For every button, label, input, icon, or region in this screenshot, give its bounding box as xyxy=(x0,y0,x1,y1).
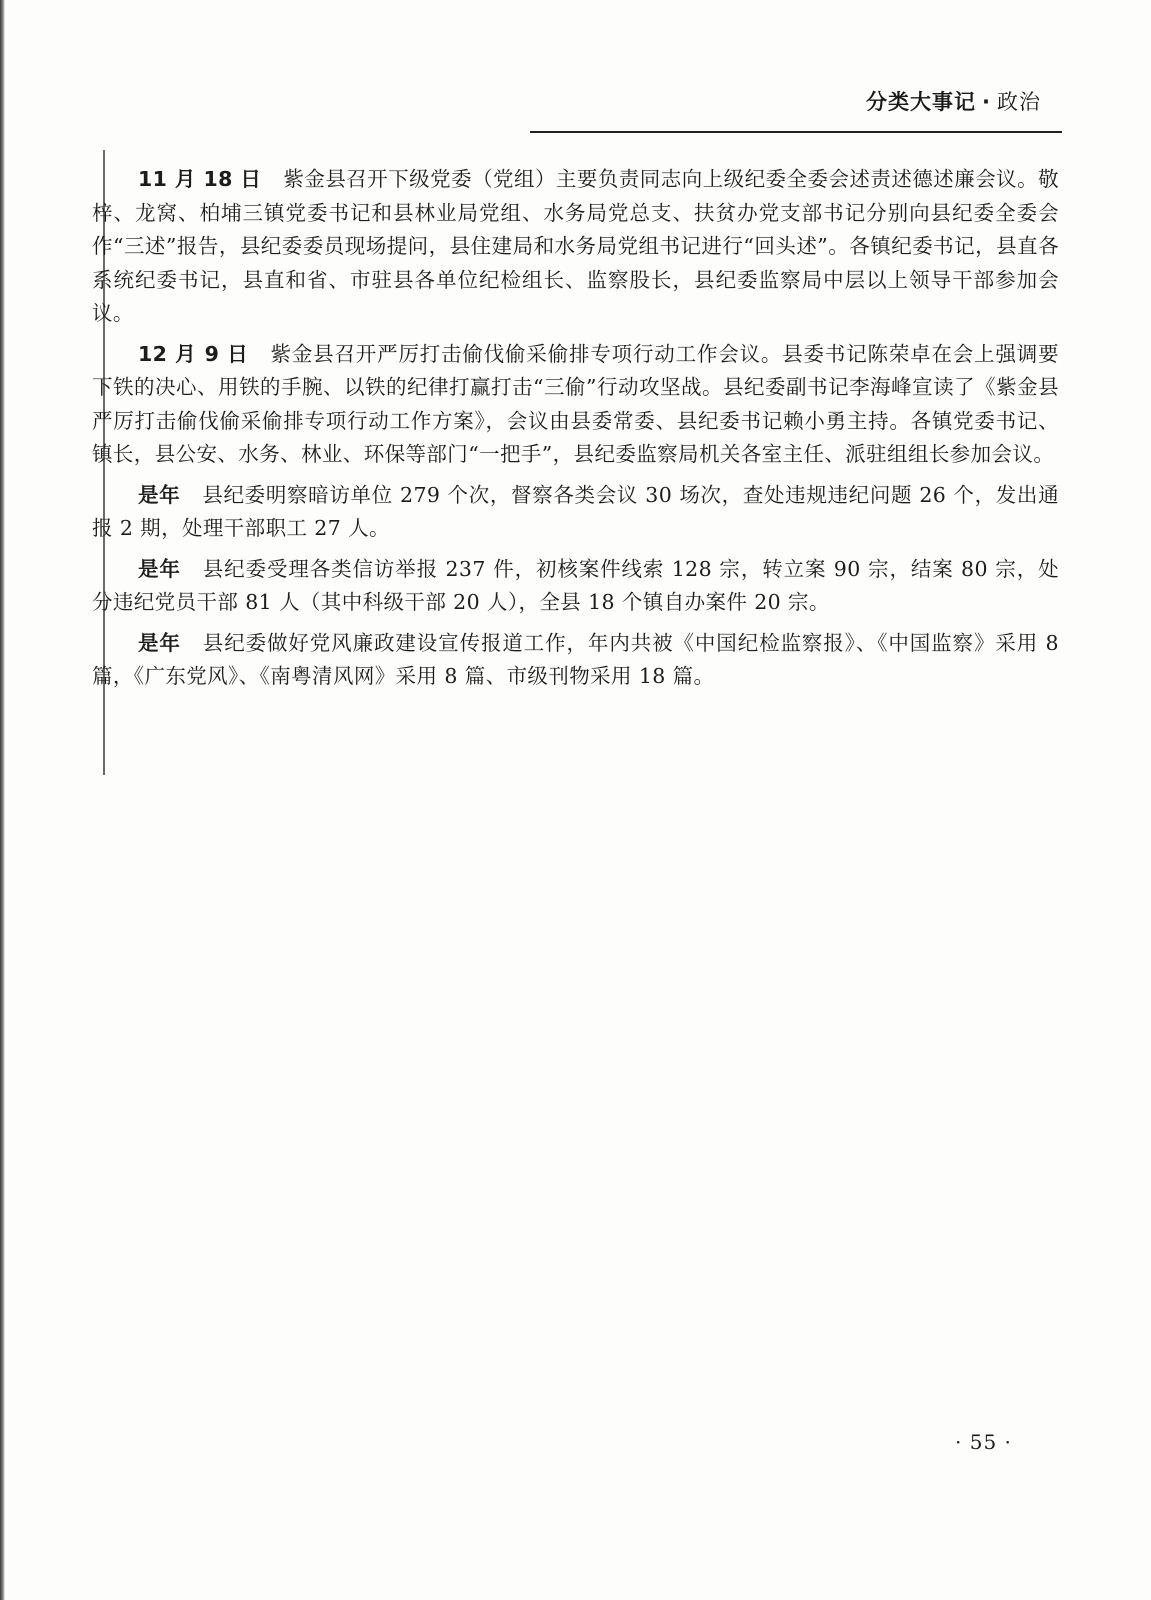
page-number: · 55 · xyxy=(955,1430,1012,1454)
entries-body xyxy=(92,163,1059,701)
entry-nov-18 xyxy=(92,163,1059,331)
entry-text: 紫金县召开严厉打击偷伐偷采偷排专项行动工作会议。县委书记陈荣卓在会上强调要下铁的决心、用铁的手腕、以铁的纪律打赢打击“三偷”行动攻坚战。县纪委副书记李海峰宣读了《紫金县严厉打击偷伐偷采偷排专项行动工作方案》，会议由县委常委、县纪委书记赖小勇主持。各镇党委书记、镇长，县公安、水务、林业、环保等部门“一把手”，县纪委监察局机关各室主任、派驻组组长参加会议。 xyxy=(92,341,1059,466)
entry-year-cases xyxy=(92,553,1059,620)
entry-text: 县纪委做好党风廉政建设宣传报道工作，年内共被《中国纪检监察报》、《中国监察》采用 8 篇，《广东党风》、《南粤清风网》采用 8 篇、市级刊物采用 18 篇。 xyxy=(92,630,1059,688)
entry-text: 县纪委明察暗访单位 279 个次，督察各类会议 30 场次，查处违规违纪问题 26 个，发出通报 2 期，处理干部职工 27 人。 xyxy=(92,482,1059,540)
header-separator: · xyxy=(982,90,991,114)
entry-dec-9 xyxy=(92,338,1059,472)
entry-date: 是年 xyxy=(138,630,181,655)
scan-left-edge xyxy=(0,0,5,1600)
entry-text: 县纪委受理各类信访举报 237 件，初核案件线索 128 宗，转立案 90 宗，结案 80 宗，处分违纪党员干部 81 人（其中科级干部 20 人），全县 18 个镇自办案件 20 宗。 xyxy=(92,556,1059,614)
header-subsection: 政治 xyxy=(997,90,1041,114)
entry-date: 是年 xyxy=(138,482,181,507)
running-header xyxy=(866,86,1041,116)
entry-year-publicity xyxy=(92,627,1059,694)
header-section: 分类大事记 xyxy=(866,90,977,114)
header-rule xyxy=(530,131,1062,133)
entry-date: 是年 xyxy=(138,556,181,581)
entry-date: 12 月 9 日 xyxy=(138,341,249,366)
entry-year-inspections xyxy=(92,479,1059,546)
entry-date: 11 月 18 日 xyxy=(138,167,262,191)
entry-text: 紫金县召开下级党委（党组）主要负责同志向上级纪委全委会述责述德述廉会议。敬梓、龙窝、柏埔三镇党委书记和县林业局党组、水务局党总支、扶贫办党支部书记分别向县纪委全委会作“三述”报告，县纪委委员现场提问，县住建局和水务局党组书记进行“回头述”。各镇纪委书记，县直各系统纪委书记，县直和省、市驻县各单位纪检组长、监察股长，县纪委监察局中层以上领导干部参加会议。 xyxy=(92,167,1059,325)
